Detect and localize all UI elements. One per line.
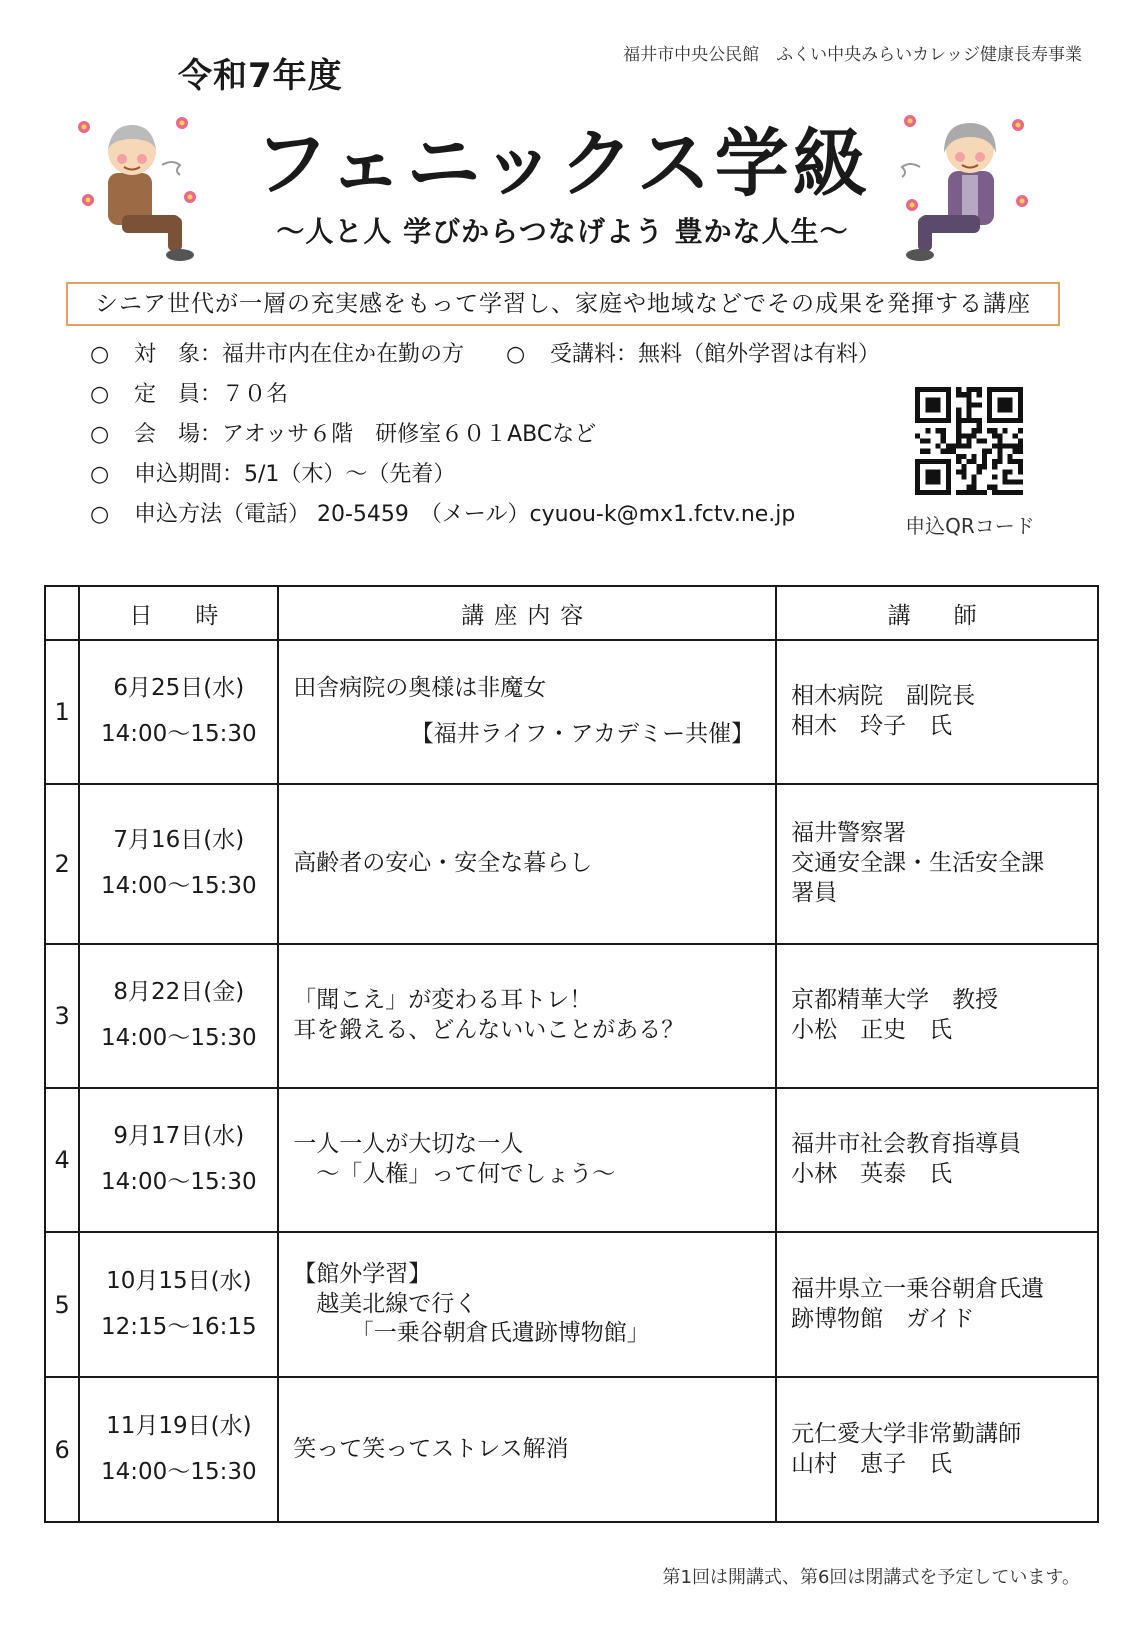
content-line: 【館外学習】 [293,1260,432,1287]
session-time: 14:00～15:30 [101,1025,257,1051]
session-datetime [79,1088,278,1232]
table-row [45,1377,1098,1522]
info-method-text: 申込方法（電話） 20-5459 （メール）cyuou-k@mx1.fctv.ne.jp [134,502,796,527]
session-content [278,640,776,784]
instructor-line: 小松 正史 氏 [791,1017,953,1043]
session-date: 7月16日(水) [113,827,245,854]
circle-icon: ○ [90,462,110,487]
instructor-line: 福井警察署 [791,820,907,847]
info-fee-text: 受講料：無料（館外学習は有料） [550,342,881,367]
session-number: 1 [45,640,79,784]
session-datetime [79,1377,278,1522]
session-datetime [79,640,278,784]
table-header-row [45,586,1098,640]
session-date: 6月25日(水) [113,675,245,702]
session-number: 2 [45,784,79,944]
session-date: 11月19日(水) [106,1412,252,1439]
session-time: 14:00～15:30 [101,721,257,747]
column-header-content: 講座内容 [278,586,776,640]
session-number: 5 [45,1232,79,1377]
info-period-text: 申込期間：5/1（木）～（先着） [134,462,456,487]
column-header-datetime: 日 時 [79,586,278,640]
info-fee [506,340,880,370]
instructor-line: 相木病院 副院長 [791,683,976,710]
content-line: 耳を鍛える、どんないいことがある？ [293,1017,685,1043]
circle-icon: ○ [90,382,110,407]
circle-icon: ○ [90,502,110,527]
content-line: 笑って笑ってストレス解消 [293,1435,569,1462]
footnote: 第1回は開講式、第6回は閉講式を予定しています。 [662,1567,1080,1588]
info-target [90,340,464,370]
session-content [278,1088,776,1232]
session-content [278,944,776,1088]
info-venue [90,420,596,450]
session-number: 3 [45,944,79,1088]
content-line: 越美北線で行く [293,1290,478,1317]
instructor-line: 跡博物館 ガイド [791,1305,975,1332]
info-capacity-text: 定 員：７０名 [134,382,289,407]
content-line: ～「人権」って何でしょう～ [293,1161,616,1187]
organizer-text: 福井市中央公民館 ふくい中央みらいカレッジ健康長寿事業 [623,45,1082,65]
flower-icon [78,121,90,133]
instructor-line: 小林 英泰 氏 [791,1161,953,1187]
elderly-man-illustration [70,105,230,275]
circle-icon: ○ [506,342,526,367]
instructor-line: 元仁愛大学非常勤講師 [791,1420,1022,1447]
session-date: 8月22日(金) [113,979,245,1006]
flower-icon [1012,119,1024,131]
content-line: 高齢者の安心・安全な暮らし [293,850,593,877]
instructor-line: 福井市社会教育指導員 [791,1131,1022,1158]
course-description: シニア世代が一層の充実感をもって学習し、家庭や地域などでその成果を発揮する講座 [66,282,1060,326]
session-datetime [79,1232,278,1377]
instructor-line: 山村 恵子 氏 [791,1450,953,1477]
content-line: 「一乗谷朝倉氏遺跡博物館」 [293,1320,650,1347]
instructor-line: 京都精華大学 教授 [791,987,999,1014]
flower-icon [184,191,196,203]
session-content [278,784,776,944]
instructor-line: 相木 玲子 氏 [791,713,953,739]
content-line: 一人一人が大切な一人 [293,1131,524,1158]
session-datetime [79,784,278,944]
info-period [90,460,455,490]
instructor-line: 福井県立一乗谷朝倉氏遺 [791,1275,1045,1302]
flower-icon [82,194,94,206]
schedule-table [44,585,1099,1523]
elderly-woman-illustration [890,105,1050,275]
content-line: 「聞こえ」が変わる耳トレ！ [293,987,593,1014]
flower-icon [904,115,916,127]
session-datetime [79,944,278,1088]
content-line: 田舎病院の奥様は非魔女 [293,675,547,702]
page-subtitle: ～人と人 学びからつなげよう 豊かな人生～ [276,215,849,248]
table-row [45,1232,1098,1377]
session-date: 10月15日(水) [106,1267,252,1294]
session-date: 9月17日(水) [113,1123,245,1150]
session-time: 14:00～15:30 [101,1458,257,1485]
session-instructor [776,1377,1098,1522]
session-instructor [776,1232,1098,1377]
session-instructor [776,640,1098,784]
column-header-instructor: 講 師 [776,586,1098,640]
info-venue-text: 会 場：アオッサ６階 研修室６０１ABCなど [134,422,597,447]
session-number: 6 [45,1377,79,1522]
session-instructor [776,784,1098,944]
flower-icon [906,199,918,211]
session-instructor [776,944,1098,1088]
instructor-line: 署員 [791,879,838,906]
session-time: 14:00～15:30 [101,1169,257,1195]
circle-icon: ○ [90,422,110,447]
info-method [90,500,795,530]
session-content [278,1377,776,1522]
session-time: 12:15～16:15 [101,1313,257,1340]
table-row [45,640,1098,784]
info-target-text: 対 象：福井市内在住か在勤の方 [134,342,465,367]
content-note: 【福井ライフ・アカデミー共催】 [410,721,755,747]
table-row [45,784,1098,944]
instructor-line: 交通安全課・生活安全課 [791,850,1045,877]
column-header-number [45,586,79,640]
circle-icon: ○ [90,342,110,367]
application-qr-code[interactable] [915,387,1023,495]
session-number: 4 [45,1088,79,1232]
flower-icon [1016,195,1028,207]
page-title: フェニックス学級 [254,121,871,207]
info-capacity [90,380,288,410]
table-row [45,944,1098,1088]
table-row [45,1088,1098,1232]
qr-label: 申込QRコード [905,514,1035,538]
fiscal-year: 令和7年度 [178,56,343,96]
session-content [278,1232,776,1377]
flower-icon [176,117,188,129]
session-instructor [776,1088,1098,1232]
session-time: 14:00～15:30 [101,873,257,899]
